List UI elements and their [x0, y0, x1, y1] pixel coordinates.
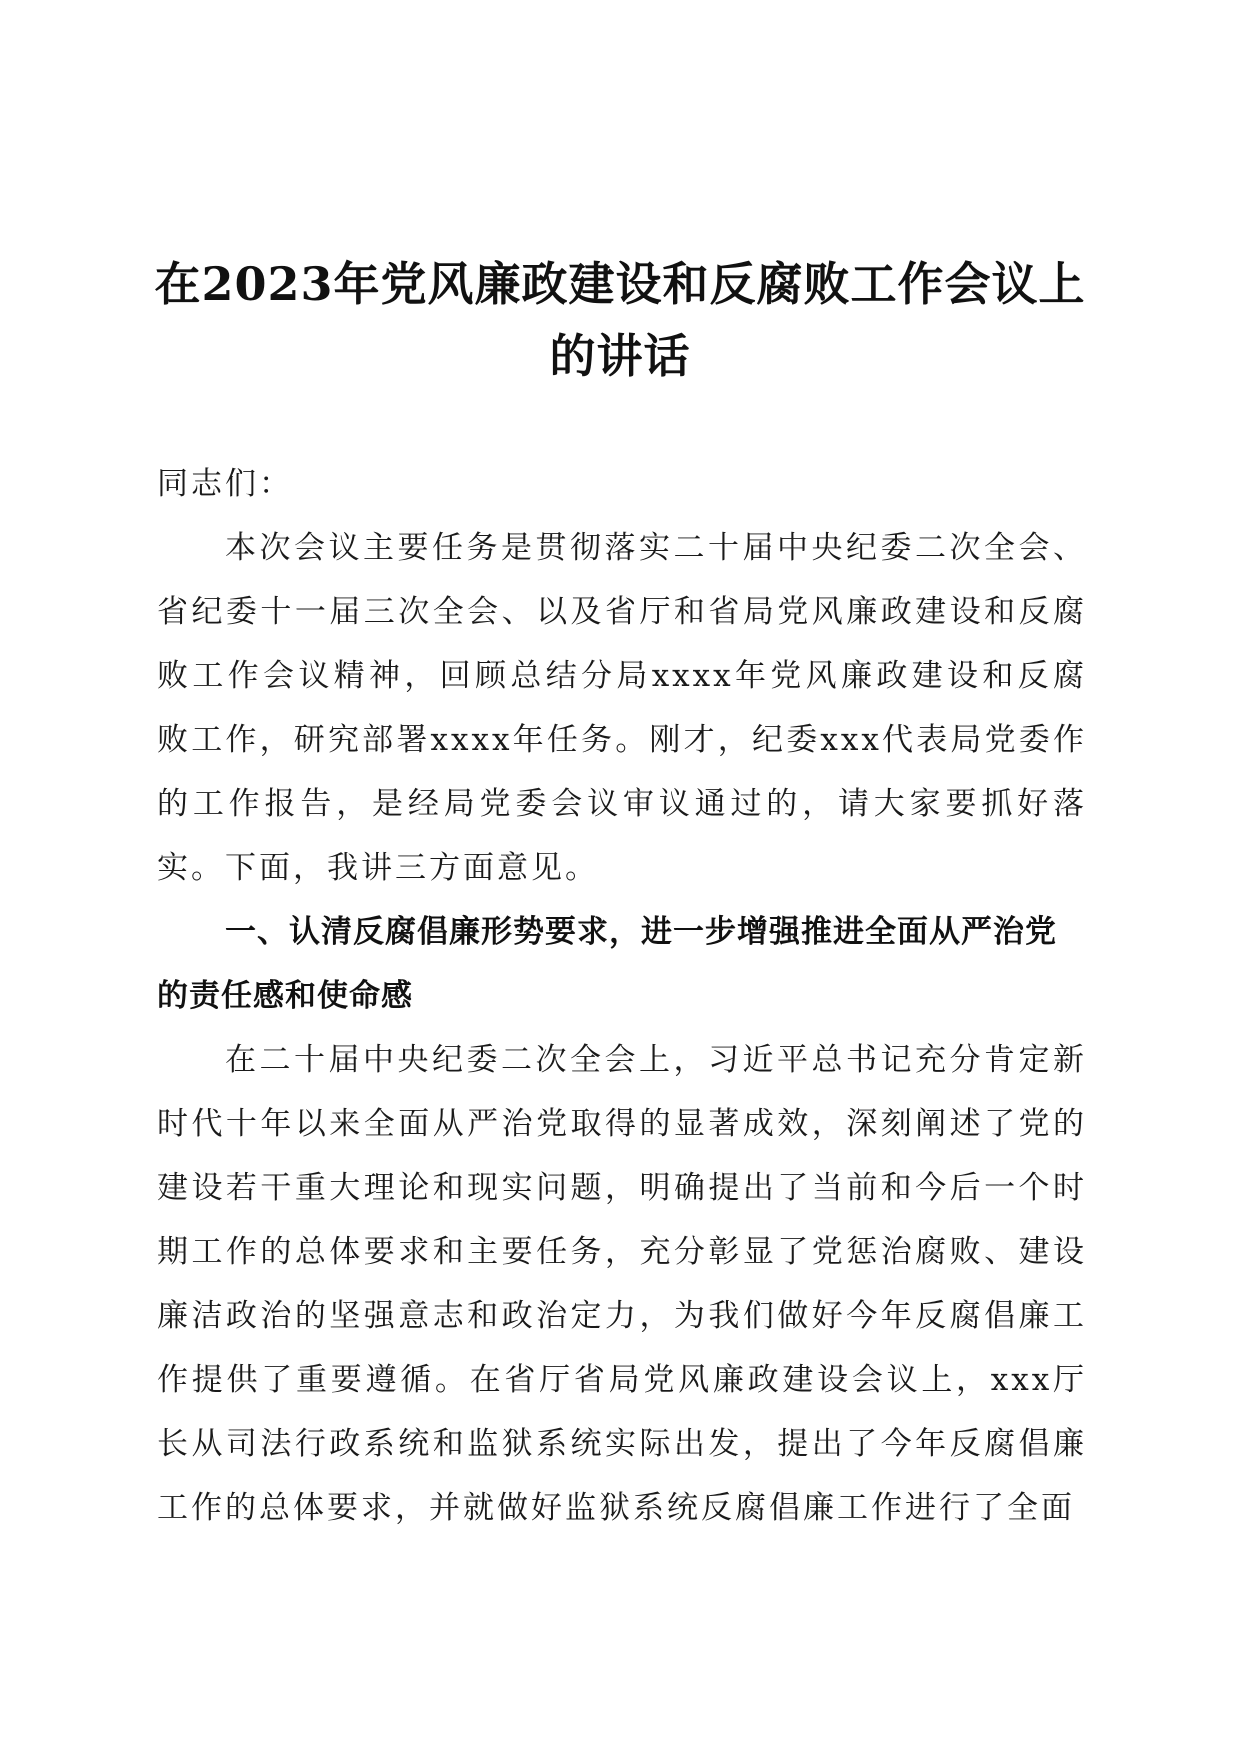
document-title: 在2023年党风廉政建设和反腐败工作会议上的讲话 — [154, 257, 1086, 383]
salutation: 同志们： — [157, 466, 293, 502]
section-heading-1: 一、认清反腐倡廉形势要求，进一步增强推进全面从严治党的责任感和使命感 — [157, 914, 1057, 1014]
paragraph-intro: 本次会议主要任务是贯彻落实二十届中央纪委二次全会、省纪委十一届三次全会、以及省厅和省局党风廉政建设和反腐败工作会议精神，回顾总结分局xxxx年党风廉政建设和反腐败工作，研究部署xxxx年任务。刚才，纪委xxx代表局党委作的工作报告，是经局党委会议审议通过的，请大家要抓好落实。下面，我讲三方面意见。 — [157, 530, 1087, 886]
paragraph-section-1: 在二十届中央纪委二次全会上，习近平总书记充分肯定新时代十年以来全面从严治党取得的显著成效，深刻阐述了党的建设若干重大理论和现实问题，明确提出了当前和今后一个时期工作的总体要求和主要任务，充分彰显了党惩治腐败、建设廉洁政治的坚强意志和政治定力，为我们做好今年反腐倡廉工作提供了重要遵循。在省厅省局党风廉政建设会议上，xxx厅长从司法行政系统和监狱系统实际出发，提出了今年反腐倡廉工作的总体要求，并就做好监狱系统反腐倡廉工作进行了全面 — [157, 1042, 1087, 1526]
